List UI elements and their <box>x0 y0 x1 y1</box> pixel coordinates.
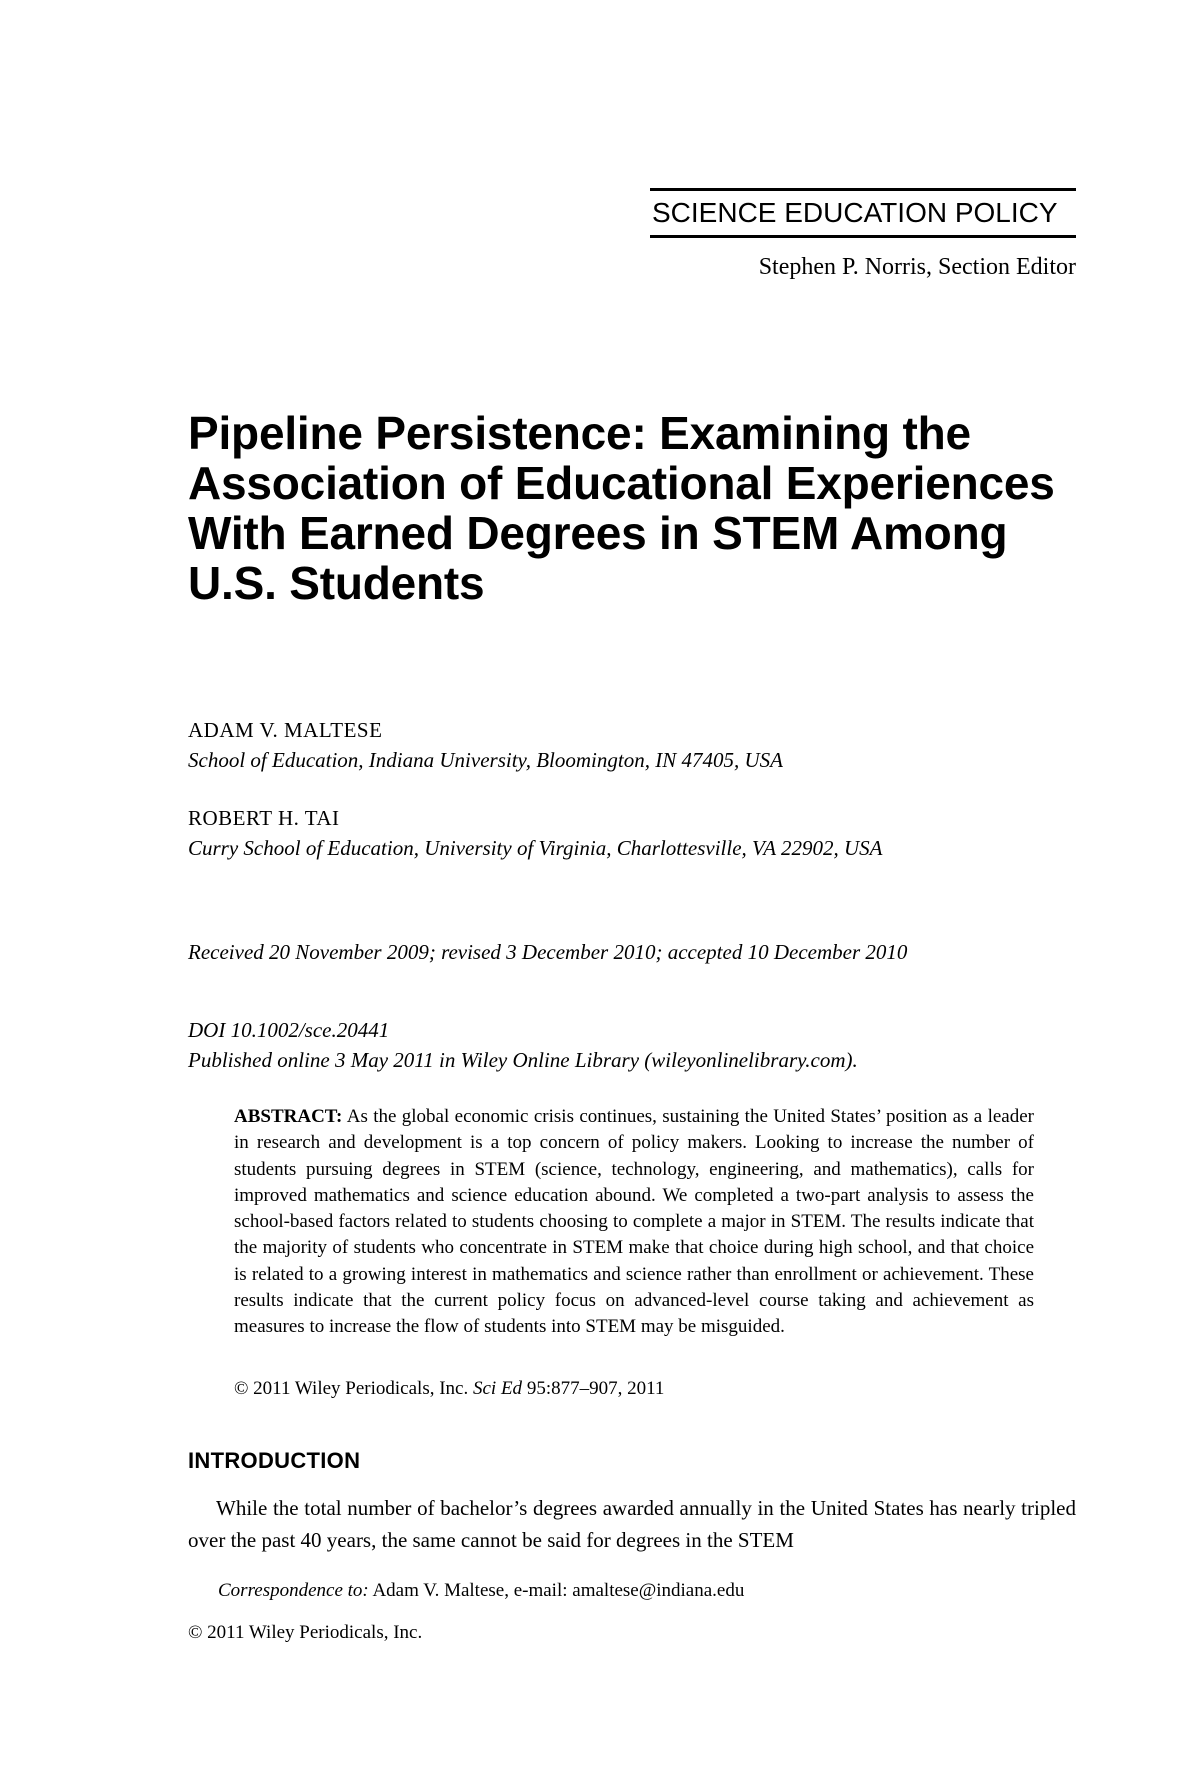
journal-abbrev: Sci Ed <box>472 1378 523 1399</box>
author-name: ROBERT H. TAI <box>188 806 340 830</box>
author-affiliation: Curry School of Education, University of Virginia, Charlottesville, VA 22902, USA <box>188 836 883 860</box>
publication-info: Published online 3 May 2011 in Wiley Online Library (wileyonlinelibrary.com). <box>188 1048 858 1072</box>
footer-copyright: © 2011 Wiley Periodicals, Inc. <box>188 1622 423 1643</box>
correspondence-label: Correspondence to: <box>218 1580 369 1601</box>
citation: 95:877–907, 2011 <box>526 1378 665 1399</box>
body-paragraph: While the total number of bachelor’s degrees awarded annually in the United States has nearly tripled over the past 40 years, the same cannot be said for degrees in the STEM <box>188 1496 1076 1552</box>
article-history-dates: Received 20 November 2009; revised 3 December 2010; accepted 10 December 2010 <box>188 940 908 964</box>
section-title: SCIENCE EDUCATION POLICY <box>652 197 1058 228</box>
author-name: ADAM V. MALTESE <box>188 718 383 742</box>
section-editor: Stephen P. Norris, Section Editor <box>758 254 1076 280</box>
correspondence-text: Adam V. Maltese, e-mail: amaltese@indiana.edu <box>372 1580 745 1601</box>
abstract-text: As the global economic crisis continues, sustaining the United States’ position as a leader in research and development is a top concern of policy makers. Looking to increase the number of students pursuing degrees in STEM (science, technology, engineering, and mathematics), calls for improved mathematics and science education abound. We completed a two-part analysis to assess the school-based factors related to students choosing to complete a major in STEM. The results indicate that the majority of students who concentrate in STEM make that choice during high school, and that choice is related to a growing interest in mathematics and science rather than enrollment or achievement. These results indicate that the current policy focus on advanced-level course taking and achievement as measures to increase the flow of students into STEM may be misguided. <box>234 1106 1035 1338</box>
doi: DOI 10.1002/sce.20441 <box>188 1018 390 1042</box>
section-rule-bottom <box>650 235 1076 238</box>
abstract <box>234 1104 1034 1341</box>
section-heading: INTRODUCTION <box>188 1448 361 1473</box>
abstract-label: ABSTRACT: <box>234 1106 343 1127</box>
correspondence <box>218 1580 744 1602</box>
article-title: Pipeline Persistence: Examining the Association of Educational Experiences With Earned Degrees in STEM Among U.S. Students <box>188 407 1055 609</box>
abstract-copyright-text: © 2011 Wiley Periodicals, Inc. <box>234 1378 469 1399</box>
author-affiliation: School of Education, Indiana University, Bloomington, IN 47405, USA <box>188 748 783 772</box>
section-header <box>650 188 1076 238</box>
abstract-copyright <box>234 1378 664 1400</box>
